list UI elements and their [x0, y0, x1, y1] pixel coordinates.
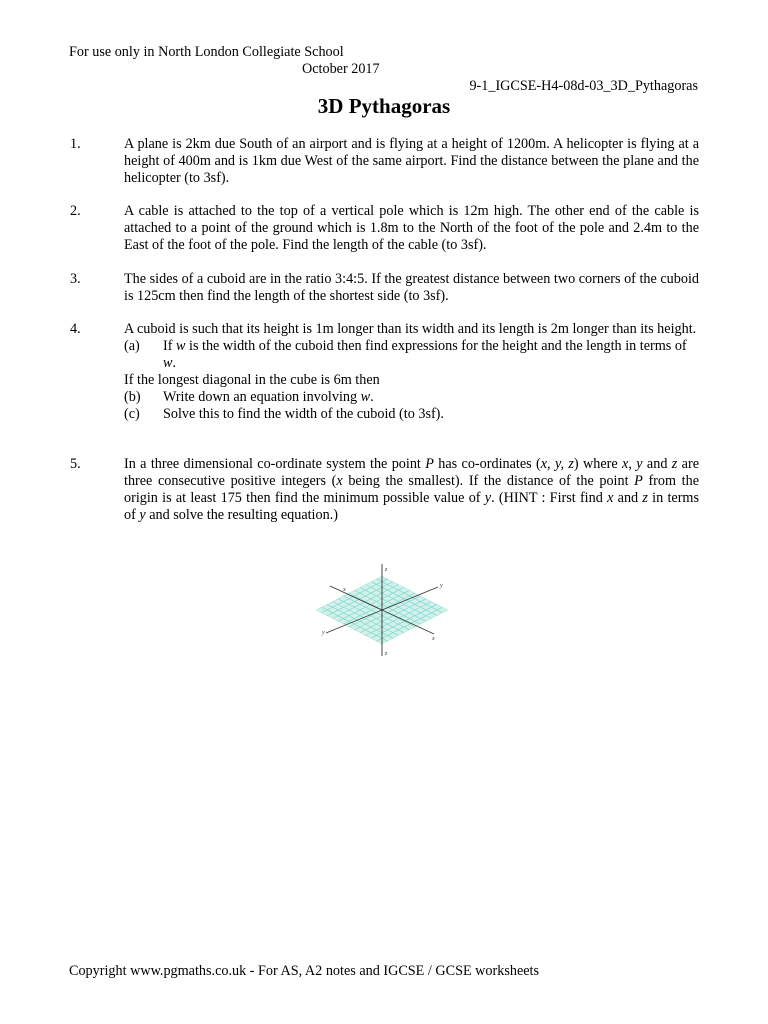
text-run: and solve the resulting equation.) — [145, 507, 338, 523]
question-number: 5. — [70, 456, 81, 472]
text-run: , — [628, 456, 637, 472]
variable: z — [642, 490, 648, 506]
question-number: 1. — [70, 136, 81, 152]
variable: x — [336, 473, 343, 489]
variable: y — [139, 507, 146, 523]
text-run: from the origin is at least 175 then find the minimum possible value of — [124, 473, 699, 506]
text-run: and — [642, 456, 672, 472]
question-number: 4. — [70, 321, 81, 337]
text-run: Solve this to find the width of the cuboid (to 3sf). — [163, 406, 444, 422]
part-c — [124, 406, 699, 423]
axis-label-x-left: x — [343, 587, 346, 593]
axis-label-z-bottom: z — [385, 651, 388, 657]
variable: w — [360, 389, 371, 405]
question-2 — [70, 203, 699, 254]
axis-label-y-left: y — [322, 630, 325, 636]
text-run: . — [172, 355, 177, 371]
variable: x — [607, 490, 614, 506]
question-4 — [70, 321, 699, 423]
axis-label-z-top: z — [385, 567, 388, 573]
variable: x, y, z — [540, 456, 574, 472]
footer-copyright: Copyright www.pgmaths.co.uk - For AS, A2 notes and IGCSE / GCSE worksheets — [69, 963, 540, 979]
text-run: in terms of — [124, 490, 699, 523]
text-run: In a three dimensional co-ordinate system the point — [124, 456, 426, 472]
header-school: For use only in North London Collegiate School — [69, 44, 344, 60]
question-1 — [70, 136, 699, 187]
question-text: The sides of a cuboid are in the ratio 3:4:5. If the greatest distance between two corners of the cuboid is 125cm then find the length of the shortest side (to 3sf). — [124, 271, 699, 304]
variable: P — [634, 473, 643, 489]
variable: w — [176, 338, 186, 354]
text-run: being the smallest). If the distance of the point — [342, 473, 635, 489]
variable: w — [163, 355, 173, 371]
text-run: If — [163, 338, 176, 354]
text-run: . (HINT : First find — [491, 490, 608, 506]
text-run: has co-ordinates ( — [433, 456, 541, 472]
question-number: 2. — [70, 203, 81, 219]
question-condition: If the longest diagonal in the cube is 6m then — [124, 372, 380, 388]
text-run: Write down an equation involving — [163, 389, 361, 405]
text-run: and — [613, 490, 643, 506]
variable: y — [484, 490, 492, 506]
question-5 — [70, 456, 699, 524]
page-title: 3D Pythagoras — [317, 94, 451, 118]
question-text: A cable is attached to the top of a vertical pole which is 12m high. The other end of the cable is attached to a point of the ground which is 1.8m to the North of the foot of the pole and 2.4m to the East of the foot of the pole. Find the length of the cable (to 3sf). — [124, 203, 699, 253]
question-text — [124, 456, 699, 524]
question-intro: A cuboid is such that its height is 1m longer than its width and its length is 2m longer than its height. — [124, 321, 697, 337]
variable: P — [425, 456, 434, 472]
variable: z — [671, 456, 678, 472]
part-b — [124, 389, 699, 406]
3d-axes-grid-icon — [308, 560, 456, 660]
question-text: A plane is 2km due South of an airport and is flying at a height of 1200m. A helicopter is flying at a height of 400m and is 1km due West of the same airport. Find the distance between the plane and the helicopter (to 3sf). — [124, 136, 699, 186]
part-a — [124, 338, 699, 372]
variable: y — [636, 456, 643, 472]
variable: x — [622, 456, 629, 472]
axis-label-y-right: y — [440, 583, 443, 589]
part-c-label: (c) — [124, 406, 140, 422]
part-b-label: (b) — [124, 389, 141, 405]
header-code: 9-1_IGCSE-H4-08d-03_3D_Pythagoras — [469, 78, 698, 94]
text-run: ) where — [573, 456, 623, 472]
axis-label-x-right: x — [432, 636, 435, 642]
text-run: is the width of the cuboid then find expressions for the height and the length in terms of — [185, 338, 687, 354]
header-date: October 2017 — [302, 61, 380, 77]
text-run: . — [370, 389, 374, 405]
question-number: 3. — [70, 271, 81, 287]
text-run: are three consecutive positive integers ( — [124, 456, 699, 489]
part-a-label: (a) — [124, 338, 140, 354]
question-3 — [70, 271, 699, 305]
